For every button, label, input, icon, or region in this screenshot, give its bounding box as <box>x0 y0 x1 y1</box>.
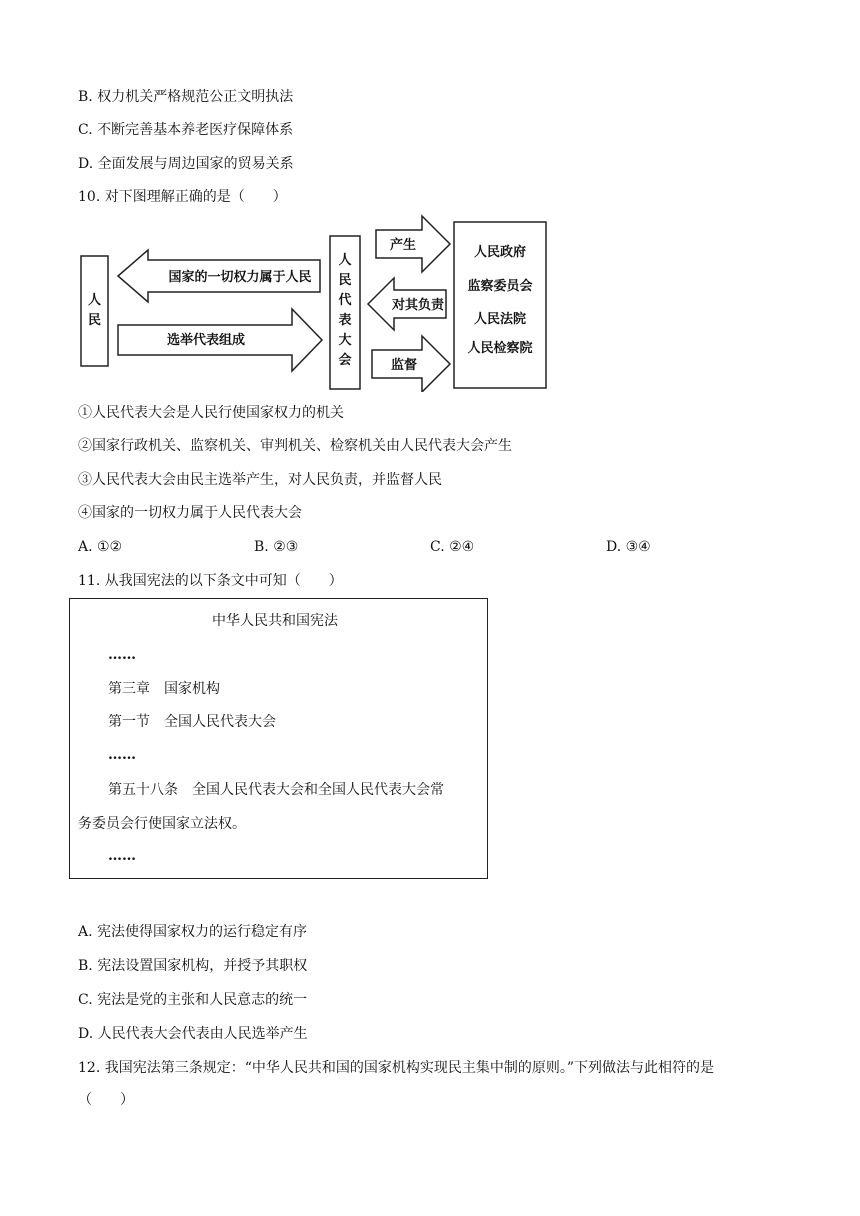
arrow-responsible-label: 对其负责 <box>391 298 445 313</box>
people-char-2: 民 <box>87 313 102 328</box>
people-char-1: 人 <box>87 293 102 308</box>
congress-char-1: 人 <box>338 253 352 268</box>
q11-option-a: A. 宪法使得国家权力的运行稳定有序 <box>78 924 308 940</box>
congress-char-4: 表 <box>338 313 352 328</box>
congress-char-2: 民 <box>338 273 352 288</box>
organ-court: 人民法院 <box>473 312 527 327</box>
q11-option-d: D. 人民代表大会代表由人民选举产生 <box>78 1026 308 1042</box>
question-12-stem: 12. 我国宪法第三条规定：“中华人民共和国的国家机构实现民主集中制的原则。”下列做法与此相符的是 <box>78 1060 715 1076</box>
excerpt-ellipsis-1: …… <box>108 647 136 663</box>
q11-option-b: B. 宪法设置国家机构，并授予其职权 <box>78 958 308 974</box>
q10-option-a: A. ①② <box>78 539 123 555</box>
statement-1: ①人民代表大会是人民行使国家权力的机关 <box>78 405 344 421</box>
congress-char-5: 大 <box>338 333 352 348</box>
arrow-supervise-label: 监督 <box>390 358 418 373</box>
arrow-produce-label: 产生 <box>389 238 417 253</box>
q11-option-c: C. 宪法是党的主张和人民意志的统一 <box>78 992 308 1008</box>
organ-government: 人民政府 <box>473 245 527 260</box>
question-12-stem-cont: （ ） <box>78 1092 134 1108</box>
organ-supervision: 监察委员会 <box>467 279 533 294</box>
constitution-excerpt-box <box>69 598 488 879</box>
excerpt-section: 第一节 全国人民代表大会 <box>108 714 276 730</box>
congress-char-3: 代 <box>338 293 352 308</box>
congress-char-6: 会 <box>338 353 352 368</box>
excerpt-title: 中华人民共和国宪法 <box>212 613 338 629</box>
q10-option-c: C. ②④ <box>430 539 475 555</box>
option-b-prev: B. 权力机关严格规范公正文明执法 <box>78 89 294 105</box>
option-c-prev: C. 不断完善基本养老医疗保障体系 <box>78 122 294 138</box>
people-box <box>81 256 108 366</box>
statement-3: ③人民代表大会由民主选举产生，对人民负责，并监督人民 <box>78 472 442 488</box>
option-d-prev: D. 全面发展与周边国家的贸易关系 <box>78 156 294 172</box>
q10-option-b: B. ②③ <box>254 539 299 555</box>
arrow-elect-label: 选举代表组成 <box>166 333 246 348</box>
q10-option-d: D. ③④ <box>606 539 651 555</box>
excerpt-article-line1: 第五十八条 全国人民代表大会和全国人民代表大会常 <box>108 782 444 798</box>
excerpt-article-line2: 务委员会行使国家立法权。 <box>78 816 246 832</box>
excerpt-ellipsis-2: …… <box>108 747 136 763</box>
statement-4: ④国家的一切权力属于人民代表大会 <box>78 505 302 521</box>
question-10-stem: 10. 对下图理解正确的是（ ） <box>78 189 287 205</box>
excerpt-ellipsis-3: …… <box>108 848 136 864</box>
excerpt-chapter: 第三章 国家机构 <box>108 681 220 697</box>
power-structure-diagram <box>78 212 558 392</box>
statement-2: ②国家行政机关、监察机关、审判机关、检察机关由人民代表大会产生 <box>78 438 512 454</box>
organ-procuratorate: 人民检察院 <box>467 341 533 356</box>
question-11-stem: 11. 从我国宪法的以下条文中可知（ ） <box>78 573 343 589</box>
arrow-power-label: 国家的一切权力属于人民 <box>168 270 312 285</box>
